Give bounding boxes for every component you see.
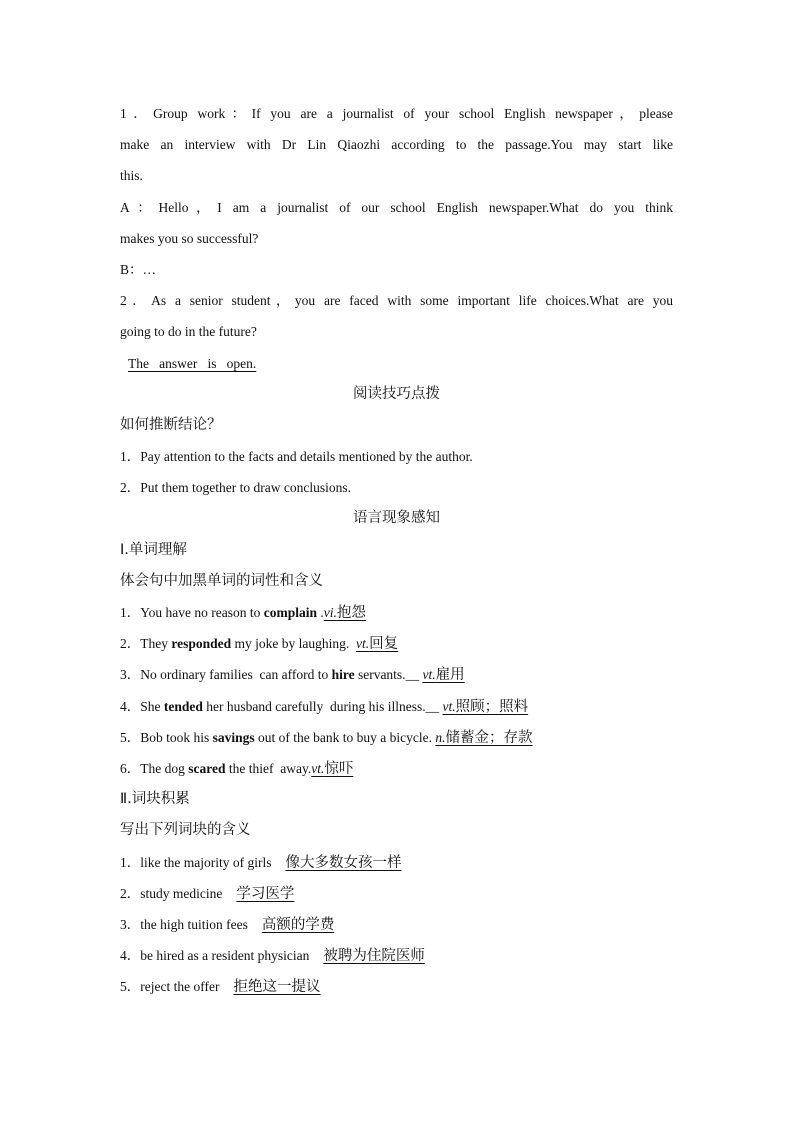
phrase-text: 1．like the majority of girls: [120, 854, 272, 870]
open-answer: The answer is open.: [128, 355, 257, 371]
vocab-bold-word: scared: [188, 760, 226, 776]
vocab-meaning: 抱怨: [336, 605, 366, 621]
phrase-item: [120, 971, 673, 1002]
reading-skills-item-2: 2．Put them together to draw conclusions.: [120, 480, 351, 496]
section-2-instruction: 写出下列词块的含义: [120, 822, 251, 839]
phrase-text: 4．be hired as a resident physician: [120, 948, 310, 964]
section-2-title: Ⅱ.词块积累: [120, 791, 190, 808]
vocab-part-of-speech: vi.: [323, 605, 337, 620]
vocab-number: 6．: [120, 760, 141, 776]
question-2-line-1: 2．As a senior student，you are faced with some important life choices.What are you: [120, 293, 673, 309]
vocab-item: [120, 753, 673, 784]
vocab-sentence-after: servants.__: [354, 667, 423, 683]
vocab-part-of-speech: vt.: [442, 698, 456, 714]
vocab-sentence-after: the thief away.: [225, 760, 312, 776]
vocab-item: [120, 691, 673, 722]
vocab-part-of-speech: vt.: [356, 636, 370, 652]
vocab-sentence-after: her husband carefully during his illness.__: [202, 698, 443, 714]
question-1-line-1: 1．Group work：If you are a journalist of your school English newspaper，please: [120, 106, 673, 121]
phrase-meaning: 被聘为住院医师: [323, 948, 425, 965]
vocab-sentence-before: The dog: [140, 760, 189, 776]
vocab-sentence-after: my joke by laughing.: [231, 636, 357, 652]
vocab-sentence-before: They: [140, 636, 172, 652]
document-page: [120, 98, 673, 1002]
phrase-text: 2．study medicine: [120, 885, 223, 901]
vocab-bold-word: responded: [171, 636, 232, 652]
section-1-instruction: 体会句中加黑单词的词性和含义: [120, 572, 323, 589]
vocab-sentence-before: Bob took his: [140, 729, 213, 745]
vocab-answer: [356, 636, 398, 651]
vocab-answer: [311, 761, 353, 776]
vocab-part-of-speech: vt.: [311, 760, 325, 776]
reading-skills-question: 如何推断结论？: [120, 416, 222, 433]
vocab-number: 1．: [120, 605, 141, 620]
language-heading: 语言现象感知: [353, 510, 440, 527]
vocab-bold-word: hire: [331, 667, 355, 683]
reading-skills-heading: 阅读技巧点拨: [353, 385, 440, 402]
vocab-answer: [422, 667, 464, 682]
vocab-bold-word: savings: [212, 729, 255, 745]
question-1-line-3: this.: [120, 168, 143, 184]
phrase-meaning: 学习医学: [236, 885, 295, 902]
vocab-number: 3．: [120, 667, 141, 683]
phrase-text: 3．the high tuition fees: [120, 916, 248, 932]
vocab-number: 5．: [120, 729, 141, 745]
section-1-title: Ⅰ.单词理解: [120, 541, 187, 558]
vocab-meaning: 回复: [369, 636, 399, 653]
vocab-number: 4．: [120, 698, 141, 714]
phrase-list: [120, 847, 673, 1003]
phrase-item: [120, 940, 673, 971]
reading-skills-item-1: 1．Pay attention to the facts and details mentioned by the author.: [120, 449, 473, 465]
vocab-part-of-speech: vt.: [422, 667, 436, 683]
question-2-line-2: going to do in the future?: [120, 324, 257, 340]
vocab-item: [120, 722, 673, 753]
open-answer-line: [120, 348, 673, 379]
vocab-number: 2．: [120, 636, 141, 652]
dialogue-a-line-1: A：Hello，I am a journalist of our school English newspaper.What do you think: [120, 199, 673, 215]
vocab-bold-word: complain: [263, 605, 318, 620]
vocab-item: [120, 597, 673, 628]
phrase-item: [120, 878, 673, 909]
vocab-meaning: 雇用: [435, 667, 465, 684]
vocab-sentence-before: You have no reason to: [140, 605, 264, 620]
vocab-meaning: 储蓄金；存款: [445, 729, 533, 746]
vocab-bold-word: tended: [163, 698, 203, 714]
phrase-meaning: 拒绝这一提议: [233, 979, 321, 996]
vocab-answer: [435, 730, 532, 745]
vocab-meaning: 惊吓: [324, 760, 354, 777]
vocab-sentence-after: .: [317, 605, 324, 620]
vocab-item: [120, 659, 673, 690]
phrase-item: [120, 847, 673, 878]
vocab-answer: [324, 605, 366, 620]
vocab-answer: [442, 699, 528, 714]
vocab-item: [120, 628, 673, 659]
phrase-meaning: 像大多数女孩一样: [285, 854, 402, 871]
phrase-meaning: 高额的学费: [261, 916, 335, 933]
question-1-line-2: make an interview with Dr Lin Qiaozhi according to the passage.You may start like: [120, 137, 673, 153]
vocab-list: [120, 597, 673, 784]
vocab-sentence-before: No ordinary families can afford to: [140, 667, 332, 683]
dialogue-a-line-2: makes you so successful?: [120, 230, 259, 246]
vocab-sentence-after: out of the bank to buy a bicycle.: [254, 729, 436, 745]
vocab-part-of-speech: n.: [435, 729, 446, 745]
phrase-text: 5．reject the offer: [120, 979, 220, 995]
vocab-meaning: 照顾；照料: [455, 698, 529, 715]
phrase-item: [120, 909, 673, 940]
vocab-sentence-before: She: [140, 698, 164, 714]
dialogue-b-line: B：…: [120, 261, 157, 277]
